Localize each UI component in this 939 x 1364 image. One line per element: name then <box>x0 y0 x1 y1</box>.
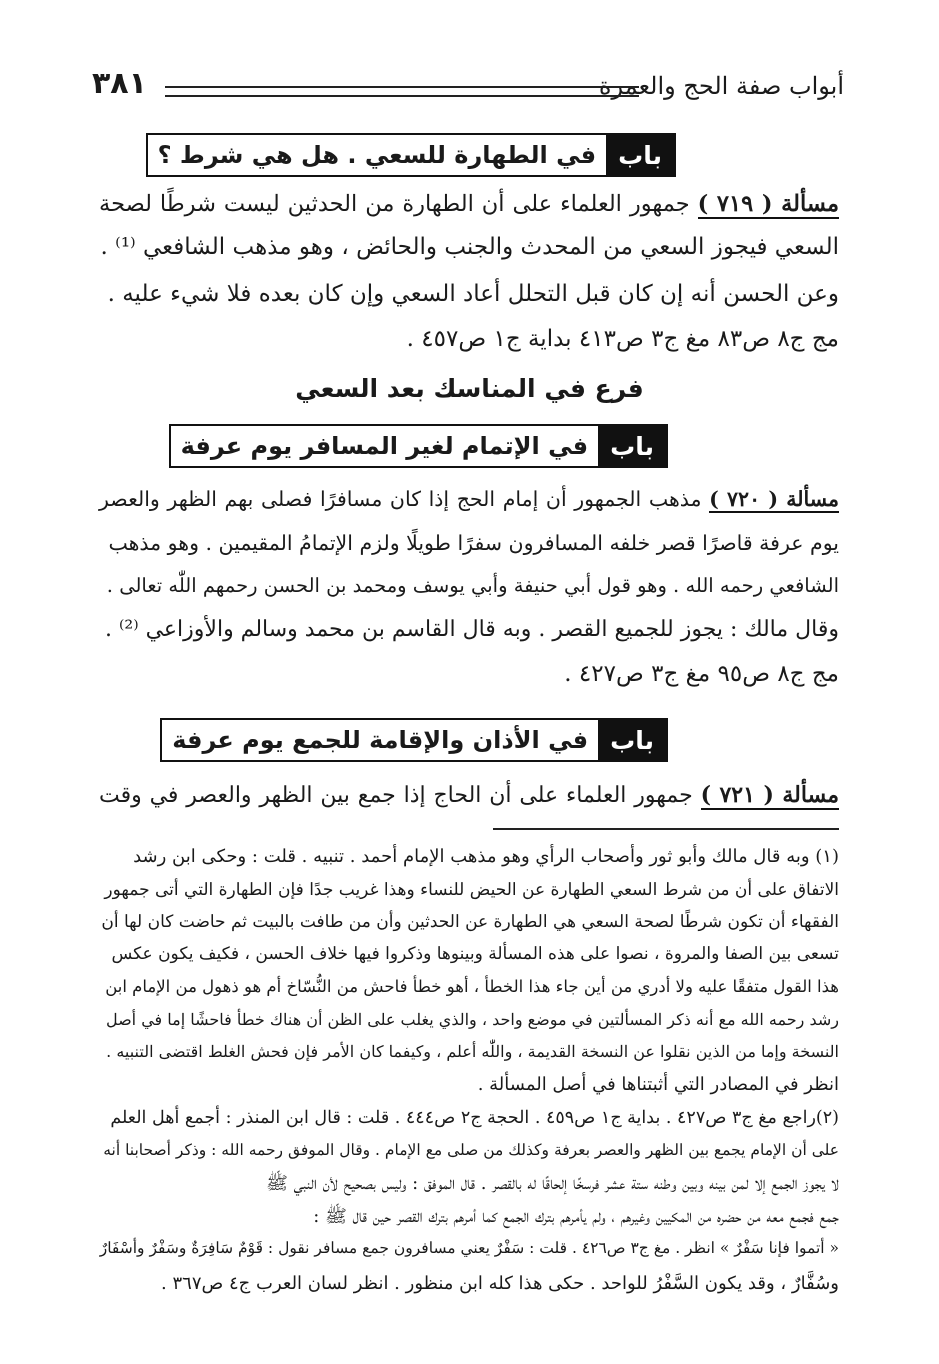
chapter-label: باب <box>606 135 674 175</box>
chapter-box-1 <box>146 133 676 177</box>
reference-line: مج ج٨ ص٩٥ مغ ج٣ ص٤٢٧ . <box>564 661 839 687</box>
text-line: يوم عرفة قاصرًا قصر خلفه المسافرون سفرًا طويلًا ولزم الإتمامُ المقيمين . وهو مذهب <box>108 531 839 555</box>
reference-line: مج ج٨ ص٨٣ مغ ج٣ ص٤١٣ بداية ج١ ص٤٥٧ . <box>406 326 839 352</box>
footnote-line: الاتفاق على أن من شرط السعي الطهارة عن الحيض للنساء وهذا غريب جدًا فإن الطهارة التي أتى جمهور <box>104 880 839 900</box>
masala-number: مسألة ( ٧١٩ ) <box>697 191 840 217</box>
text-line: مسألة ( ٧١٩ ) جمهور العلماء على أن الطهارة من الحدثين ليست شرطًا لصحة <box>99 191 840 217</box>
footnote-line: جمع فجمع معه من حضره من المكيين وغيرهم ، ولم يأمرهم بترك الجمع كما أمرهم بترك القصر حين قال ﷺ : <box>313 1206 839 1227</box>
chapter-title: في الإتمام لغير المسافر يوم عرفة <box>180 432 589 460</box>
chapter-title: في الأذان والإقامة للجمع يوم عرفة <box>172 726 589 754</box>
text-line: السعي فيجوز السعي من المحدث والجنب والحائض ، وهو مذهب الشافعي ⁽¹⁾ . <box>100 234 839 260</box>
footnote-line: « أتموا فإنا سَفْرٌ » انظر . مغ ج٣ ص٤٢٦ . قلت : سَفْرٌ يعني مسافرون جمع مسافر نقول : قَوْمٌ سَافِرَةٌ وسَفْرٌ وأسْفَارٌ <box>99 1239 839 1257</box>
masala-number: مسألة ( ٧٢٠ ) <box>709 487 839 511</box>
footnote-line: النسخة وإما من الذين نقلوا عن النسخة القديمة ، واللّٰه أعلم ، وكيفما كان الأمر فإن فحش الغلط اقتضى التنبيه . <box>106 1042 839 1061</box>
text-line: مسألة ( ٧٢١ ) جمهور العلماء على أن الحاج إذا جمع بين الظهر والعصر في وقت <box>99 782 839 808</box>
chapter-box-3 <box>160 718 668 762</box>
masala-number: مسألة ( ٧٢١ ) <box>700 782 839 808</box>
chapter-box-2 <box>169 424 668 468</box>
footnote-separator <box>493 828 839 830</box>
footnote-line: (١) وبه قال مالك وأبو ثور وأصحاب الرأي وهو مذهب الإمام أحمد . تنبيه . قلت : وحكى ابن رشد <box>133 846 839 867</box>
text-line: الشافعي رحمه الله . وهو قول أبي حنيفة وأبي يوسف ومحمد بن الحسن رحمهم اللّٰه تعالى . <box>106 574 839 597</box>
footnote-line: (٢)راجع مغ ج٣ ص٤٢٧ . بداية ج١ ص٤٥٩ . الحجة ج٢ ص٤٤٤ . قلت : قال ابن المنذر : أجمع أهل العلم <box>110 1108 839 1128</box>
chapter-label: باب <box>598 720 666 760</box>
running-header-title: أبواب صفة الحج والعمرة <box>598 72 844 100</box>
footnote-line: تسعى بين الصفا والمروة ، نصوا على هذه المسألة وبينوها وذكروا فيها خلاف الحسن ، فكيف يكون عكس <box>111 944 839 964</box>
footnote-line: وسُفَّارٌ ، وقد يكون السَّفْرُ للواحد . حكى هذا كله ابن منظور . انظر لسان العرب ج٤ ص٣٦٧ . <box>161 1273 839 1294</box>
chapter-label: باب <box>598 426 666 466</box>
branch-subheading: فرع في المناسك بعد السعي <box>295 374 644 403</box>
page-number: ٣٨١ <box>92 66 147 101</box>
text-line: وعن الحسن أنه إن كان قبل التحلل أعاد السعي وإن كان بعده فلا شيء عليه . <box>107 281 839 307</box>
footnote-line: الفقهاء أن تكون شرطًا لصحة السعي هي الطهارة عن الحدثين وأن من طافت بالبيت ثم حاضت كان لها أن <box>101 912 839 932</box>
footnote-line: لا يجوز الجمع إلا لمن بينه وبين وطنه ستة عشر فرسخًا إلحاقًا له بالقصر . قال الموفق : وليس بصحيح لأن النبي ﷺ <box>266 1173 839 1194</box>
header-rule <box>165 86 639 97</box>
chapter-title: في الطهارة للسعي . هل هي شرط ؟ <box>157 141 597 169</box>
footnote-line: انظر في المصادر التي أثبتناها في أصل المسألة . <box>477 1074 839 1095</box>
text-line: مسألة ( ٧٢٠ ) مذهب الجمهور أن إمام الحج إذا كان مسافرًا فصلى بهم الظهر والعصر <box>99 487 839 511</box>
footnote-line: على أن الإمام يجمع بين الظهر والعصر بعرفة وكذلك من صلى مع الإمام . وقال الموفق رحمه الله : وذكر أصحابنا أنه <box>103 1141 839 1159</box>
footnote-line: هذا القول متفقًا عليه ولا أدري من أين جاء هذا الخطأ ، أهو خطأ فاحش من النُّسّاخ أم هو ذهول من الإمام ابن <box>105 977 839 996</box>
footnote-line: رشد رحمه الله مع أنه ذكر المسألتين في موضع واحد ، والذي يغلب على الظن أن هناك خطأ فاحشًا إما في أصل <box>105 1010 839 1029</box>
text-line: وقال مالك : يجوز للجميع القصر . وبه قال القاسم بن محمد وسالم والأوزاعي ⁽²⁾ . <box>104 617 839 642</box>
